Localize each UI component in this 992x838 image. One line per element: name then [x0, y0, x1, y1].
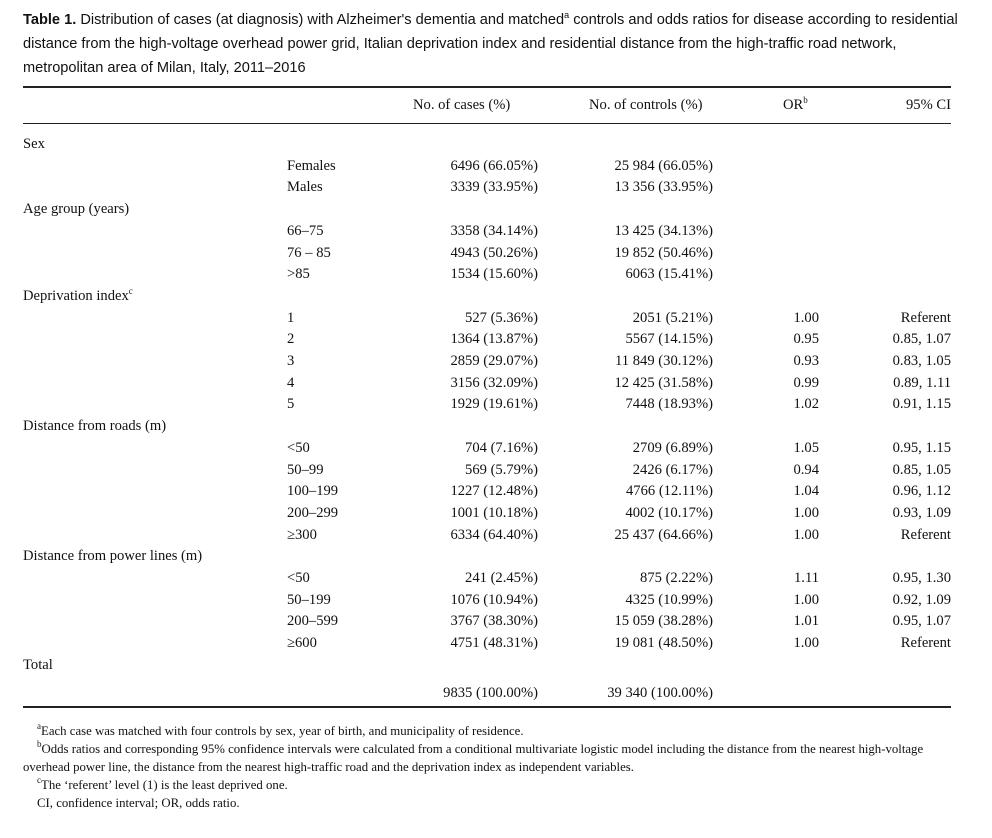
- ci-value: 0.85, 1.07: [892, 331, 951, 348]
- cases-value: 1076 (10.94%): [450, 591, 538, 608]
- section-title-row: [23, 654, 951, 676]
- section-title-marker: c: [128, 285, 133, 296]
- row-label: 2: [287, 331, 295, 348]
- ci-value: 0.95, 1.07: [892, 613, 951, 630]
- table-row: [23, 682, 951, 704]
- controls-value: 875 (2.22%): [640, 570, 713, 586]
- header-rule: [23, 123, 951, 124]
- header-or: [783, 94, 808, 116]
- table-row: [23, 220, 951, 242]
- footnote-text: Odds ratios and corresponding 95% confidence intervals were calculated from a conditional multivariate logistic model including the distance from the nearest high-voltage overhead power line, the distance from the nearest high-traffic road and the deprivation index as independent variables.: [23, 742, 924, 774]
- cases-value: 2859 (29.07%): [450, 353, 538, 369]
- or-value: 0.94: [793, 461, 819, 478]
- table-caption: [23, 8, 973, 80]
- cases-value: 704 (7.16%): [465, 439, 538, 456]
- row-label: ≥600: [287, 635, 317, 652]
- controls-value: 19 852 (50.46%): [614, 244, 713, 261]
- section-title-row: [23, 285, 951, 307]
- footnote-marker: c: [37, 775, 41, 785]
- table-label: Table 1.: [23, 12, 77, 28]
- top-rule: [23, 86, 951, 88]
- cases-value: 527 (5.36%): [465, 309, 538, 326]
- controls-value: 25 437 (64.66%): [614, 526, 713, 543]
- cases-value: 4943 (50.26%): [450, 244, 538, 261]
- controls-value: 2426 (6.17%): [632, 461, 713, 478]
- footnote-marker: a: [37, 721, 41, 731]
- ci-value: 0.91, 1.15: [892, 396, 951, 413]
- controls-value: 4325 (10.99%): [625, 591, 713, 608]
- row-label: 3: [287, 353, 295, 369]
- table-row: [23, 328, 951, 350]
- header-cases: No. of cases (%): [413, 97, 511, 113]
- controls-value: 5567 (14.15%): [625, 331, 713, 348]
- controls-value: 2709 (6.89%): [632, 439, 713, 456]
- or-value: 1.02: [793, 396, 819, 413]
- section-title-row: [23, 198, 951, 220]
- or-value: 1.05: [793, 439, 819, 456]
- cases-value: 1534 (15.60%): [450, 266, 538, 283]
- footnote-text: The ‘referent’ level (1) is the least deprived one.: [41, 778, 288, 792]
- controls-value: 25 984 (66.05%): [614, 157, 713, 174]
- table-row: [23, 632, 951, 654]
- table-row: [23, 263, 951, 285]
- controls-value: 7448 (18.93%): [625, 396, 713, 413]
- table-row: [23, 176, 951, 198]
- or-value: 1.11: [794, 570, 819, 586]
- section-title-row: [23, 415, 951, 437]
- row-label: 200–299: [287, 504, 339, 521]
- row-label: >85: [287, 266, 310, 283]
- cases-value: 1929 (19.61%): [450, 396, 538, 413]
- cases-value: 241 (2.45%): [465, 570, 538, 586]
- header-ci: 95% CI: [906, 97, 951, 113]
- section-title-text: Sex: [23, 136, 45, 152]
- table-row: [23, 155, 951, 177]
- controls-value: 2051 (5.21%): [632, 309, 713, 326]
- caption-text-2: controls and odds ratios for disease according to residential distance from the high-voltage overhead power grid, Italian deprivation index and residential distance from the high-traffic road network, metropolitan area of Milan, Italy, 2011–2016: [23, 12, 958, 76]
- cases-value: 3156 (32.09%): [450, 374, 538, 391]
- controls-value: 39 340 (100.00%): [607, 684, 713, 701]
- cases-value: 6496 (66.05%): [450, 157, 538, 174]
- controls-value: 11 849 (30.12%): [615, 353, 713, 369]
- table-header-row: [23, 94, 951, 116]
- ci-value: 0.96, 1.12: [892, 483, 951, 500]
- footnote-c: [23, 776, 968, 794]
- table-row: [23, 589, 951, 611]
- ci-value: 0.83, 1.05: [892, 353, 951, 369]
- controls-value: 6063 (15.41%): [625, 266, 713, 283]
- controls-value: 4766 (12.11%): [625, 483, 713, 500]
- caption-text-1: Distribution of cases (at diagnosis) with Alzheimer's dementia and matched: [76, 12, 565, 28]
- row-label: 200–599: [287, 613, 339, 630]
- row-label: <50: [287, 439, 310, 456]
- row-label: 76 – 85: [287, 244, 331, 261]
- or-value: 0.95: [793, 331, 819, 348]
- or-value: 1.00: [793, 309, 819, 326]
- table-row: [23, 393, 951, 415]
- controls-value: 12 425 (31.58%): [614, 374, 713, 391]
- section-title: [23, 285, 133, 307]
- cases-value: 1001 (10.18%): [450, 504, 538, 521]
- bottom-rule: [23, 706, 951, 708]
- section-title: [23, 654, 53, 676]
- row-label: 1: [287, 309, 295, 326]
- ci-value: Referent: [900, 526, 951, 543]
- section-title-text: Deprivation index: [23, 287, 129, 304]
- row-label: Males: [287, 179, 323, 196]
- ci-value: 0.85, 1.05: [892, 461, 951, 478]
- section-title-row: [23, 545, 951, 567]
- table-row: [23, 459, 951, 481]
- section-title: [23, 545, 202, 567]
- footnote-a: [23, 722, 968, 740]
- table-row: [23, 502, 951, 524]
- cases-value: 1227 (12.48%): [450, 483, 538, 500]
- cases-value: 6334 (64.40%): [450, 526, 538, 543]
- or-value: 1.00: [793, 526, 819, 543]
- or-value: 1.00: [793, 504, 819, 521]
- cases-value: 3358 (34.14%): [450, 222, 538, 239]
- controls-value: 19 081 (48.50%): [614, 635, 713, 652]
- table-row: [23, 437, 951, 459]
- caption-footnote-marker: a: [564, 10, 570, 20]
- table-row: [23, 610, 951, 632]
- cases-value: 3339 (33.95%): [450, 179, 538, 196]
- controls-value: 15 059 (38.28%): [614, 613, 713, 630]
- row-label: 100–199: [287, 483, 339, 500]
- footnote-abbreviations: [23, 794, 968, 812]
- cases-value: 9835 (100.00%): [443, 684, 538, 701]
- or-value: 1.04: [793, 483, 819, 500]
- footnotes: [23, 722, 968, 812]
- controls-value: 4002 (10.17%): [625, 504, 713, 521]
- footnote-text: CI, confidence interval; OR, odds ratio.: [37, 796, 240, 810]
- footnote-text: Each case was matched with four controls by sex, year of birth, and municipality of residence.: [41, 724, 524, 738]
- row-label: <50: [287, 570, 310, 586]
- table-row: [23, 480, 951, 502]
- section-title-text: Distance from roads (m): [23, 418, 167, 435]
- section-title-text: Total: [23, 656, 53, 673]
- ci-value: 0.89, 1.11: [893, 374, 951, 391]
- footnote-b: [23, 740, 968, 776]
- row-label: ≥300: [287, 526, 317, 543]
- row-label: Females: [287, 157, 336, 174]
- table-row: [23, 242, 951, 264]
- or-value: 0.93: [793, 353, 819, 369]
- table-row: [23, 372, 951, 394]
- cases-value: 1364 (13.87%): [450, 331, 538, 348]
- section-title-row: [23, 133, 951, 155]
- or-value: 1.00: [793, 635, 819, 652]
- row-label: 50–99: [287, 461, 324, 478]
- controls-value: 13 425 (34.13%): [614, 222, 713, 239]
- section-title-text: Age group (years): [23, 201, 130, 218]
- cases-value: 569 (5.79%): [465, 461, 538, 478]
- header-or-text: OR: [783, 97, 804, 113]
- section-title: [23, 198, 129, 220]
- ci-value: 0.95, 1.15: [892, 439, 951, 456]
- table-row: [23, 307, 951, 329]
- row-label: 66–75: [287, 222, 324, 239]
- cases-value: 4751 (48.31%): [450, 635, 538, 652]
- footnote-marker: b: [37, 739, 42, 749]
- ci-value: Referent: [900, 635, 951, 652]
- ci-value: 0.93, 1.09: [892, 504, 951, 521]
- table-row: [23, 567, 951, 589]
- or-value: 0.99: [793, 374, 819, 391]
- cases-value: 3767 (38.30%): [450, 613, 538, 630]
- ci-value: 0.92, 1.09: [892, 591, 951, 608]
- row-label: 50–199: [287, 591, 331, 608]
- header-controls: No. of controls (%): [589, 97, 703, 113]
- or-value: 1.00: [793, 591, 819, 608]
- or-value: 1.01: [793, 613, 819, 630]
- ci-value: Referent: [900, 309, 951, 326]
- table-row: [23, 350, 951, 372]
- section-title-text: Distance from power lines (m): [23, 548, 203, 565]
- section-title: [23, 415, 166, 437]
- row-label: 5: [287, 396, 295, 413]
- section-title: [23, 133, 45, 155]
- header-or-marker: b: [803, 95, 808, 105]
- table-row: [23, 524, 951, 546]
- controls-value: 13 356 (33.95%): [614, 179, 713, 196]
- row-label: 4: [287, 374, 295, 391]
- ci-value: 0.95, 1.30: [892, 570, 951, 586]
